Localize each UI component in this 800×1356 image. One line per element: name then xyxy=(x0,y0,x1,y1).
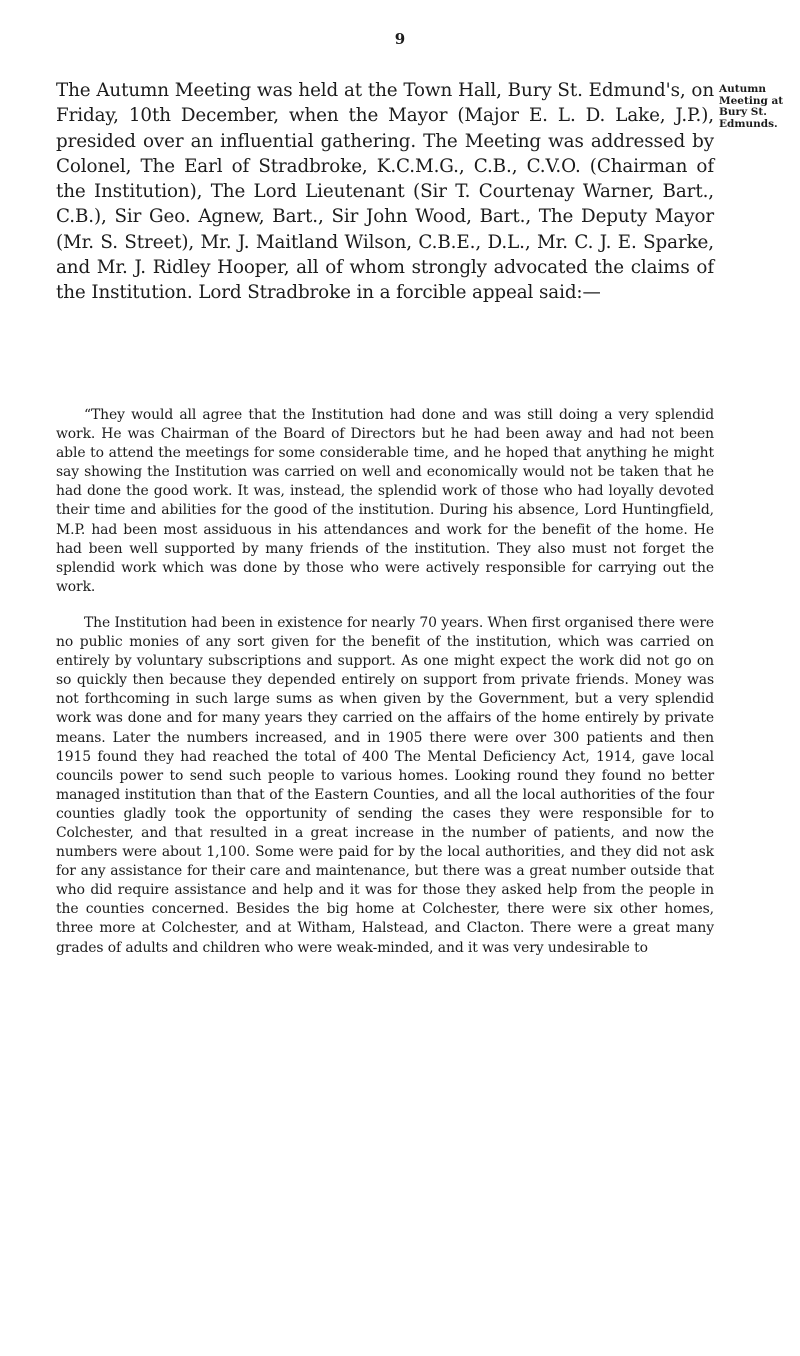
margin-note-line: Edmunds. xyxy=(719,117,778,130)
quoted-speech xyxy=(56,406,714,958)
margin-note xyxy=(719,84,793,130)
page-number: 9 xyxy=(394,30,406,48)
margin-note-line: Bury St. xyxy=(719,106,767,118)
margin-note-line: Meeting at xyxy=(719,94,784,107)
speech-paragraph: The Institution had been in existence for nearly 70 years. When first organised there were no public monies of any sort given for the benefit of the institution, which was carried on entirely by voluntary subscriptions and support. As one might expect the work did not go on so quickly then because they depended entirely on support from private friends. Money was not forthcoming in such large sums as when given by the Government, but a very splendid work was done and for many years they carried on the affairs of the home entirely by private means. Later the numbers increased, and in 1905 there were over 300 patients and then 1915 found they had reached the total of 400 The Mental Deficiency Act, 1914, gave local councils power to send such people to various homes. Looking round they found no better managed institution than that of the Eastern Counties, and all the local authorities of the four counties gladly took the opportunity of sending the cases they were responsible for to Colchester, and that resulted in a great increase in the number of patients, and now the numbers were about 1,100. Some were paid for by the local authorities, and they did not ask for any assistance for their care and maintenance, but there was a great number outside that who did require assistance and help and it was for those they asked help from the people in the counties concerned. Besides the big home at Colchester, there were six other homes, three more at Colchester, and at Witham, Halstead, and Clacton. There were a great many grades of adults and children who were weak-minded, and it was very undesirable to xyxy=(56,614,714,956)
intro-paragraph: The Autumn Meeting was held at the Town Hall, Bury St. Edmund's, on Friday, 10th December, when the Mayor (Major E. L. D. Lake, J.P.), presided over an influential gathering. The Meeting was addressed by Colonel, The Earl of Stradbroke, K.C.M.G., C.B., C.V.O. (Chairman of the Institution), The Lord Lieutenant (Sir T. Courtenay Warner, Bart., C.B.), Sir Geo. Agnew, Bart., Sir John Wood, Bart., The Deputy Mayor (Mr. S. Street), Mr. J. Maitland Wilson, C.B.E., D.L., Mr. C. J. E. Sparke, and Mr. J. Ridley Hooper, all of whom strongly advocated the claims of the Institution. Lord Stradbroke in a forcible appeal said:— xyxy=(56,80,714,304)
speech-paragraph: “They would all agree that the Institution had done and was still doing a very splendid work. He was Chairman of the Board of Directors but he had been away and had not been able to attend the meetings for some considerable time, and he hoped that anything he might say showing the Institution was carried on well and economically would not be taken that he had done the good work. It was, instead, the splendid work of those who had loyally devoted their time and abilities for the good of the institution. During his absence, Lord Huntingfield, M.P. had been most assiduous in his attendances and work for the benefit of the home. He had been well supported by many friends of the institution. They also must not forget the splendid work which was done by those who were actively responsible for carrying out the work. xyxy=(56,407,714,595)
margin-note-line: Autumn xyxy=(719,83,767,95)
